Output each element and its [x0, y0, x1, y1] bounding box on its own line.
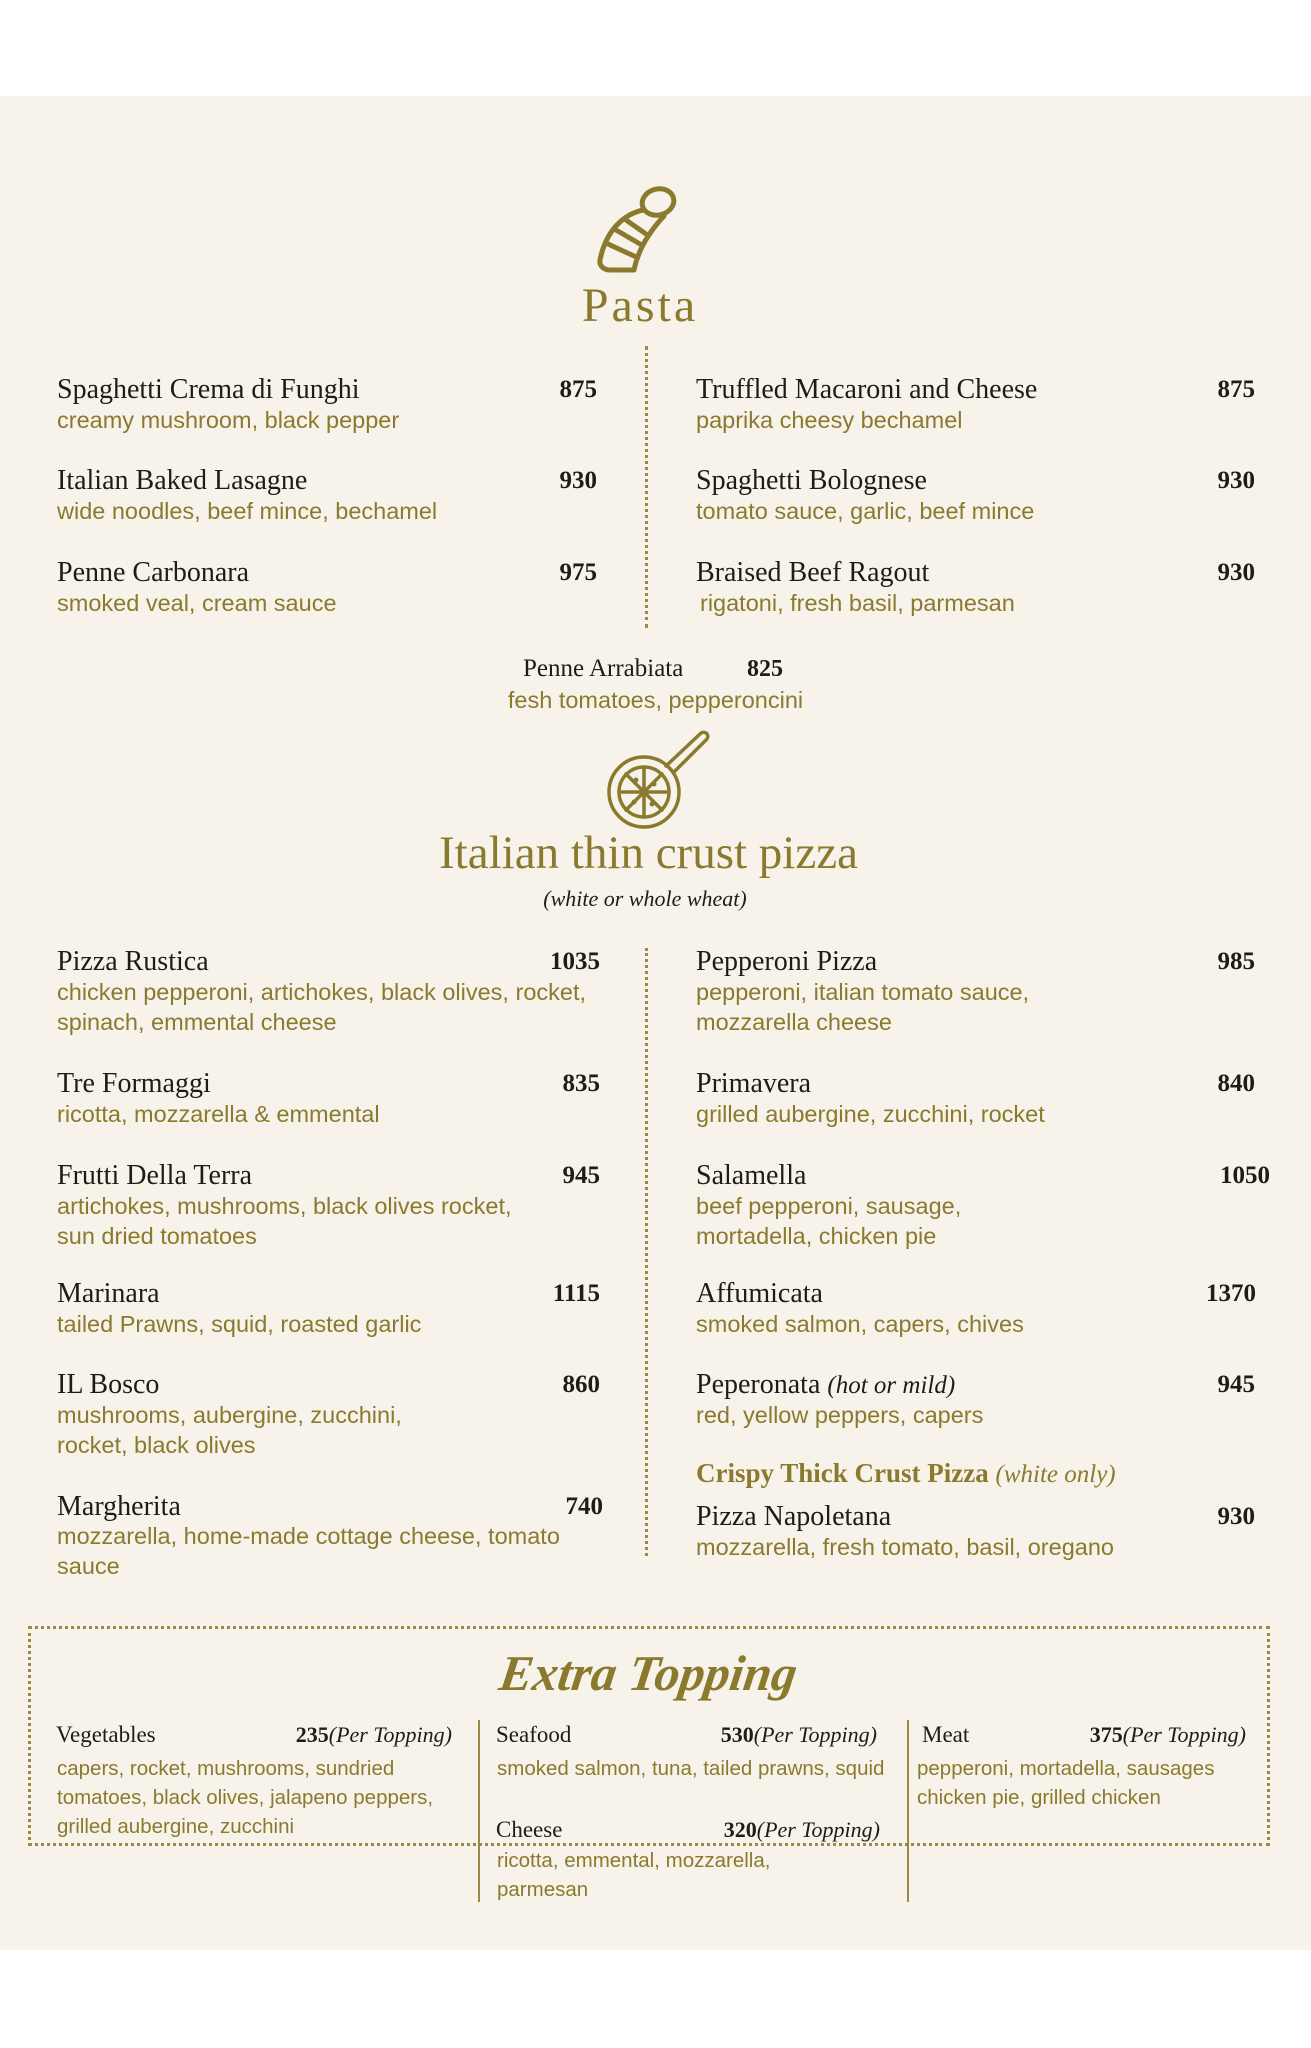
- pasta-column-divider: [645, 346, 648, 628]
- pizza-peel-icon: [604, 728, 714, 832]
- menu-item-desc: tailed Prawns, squid, roasted garlic: [57, 1311, 422, 1337]
- topping-price-value: 320: [723, 1817, 757, 1842]
- menu-item-price: 1370: [1206, 1280, 1256, 1307]
- menu-item-desc: tomato sauce, garlic, beef mince: [696, 498, 1035, 524]
- menu-item-desc: paprika cheesy bechamel: [696, 407, 963, 433]
- menu-item-desc: ricotta, mozzarella & emmental: [57, 1101, 380, 1127]
- topping-price-value: 375: [1089, 1722, 1123, 1747]
- topping-column-divider: [478, 1720, 480, 1902]
- menu-item-desc: fesh tomatoes, pepperoncini: [507, 687, 804, 713]
- menu-item-desc: mushrooms, aubergine, zucchini, rocket, black olives: [57, 1402, 402, 1458]
- topping-group-price: [680, 1817, 880, 1843]
- menu-item-note: (hot or mild): [827, 1372, 956, 1399]
- menu-item-price: 825: [747, 656, 783, 682]
- menu-item-name: Truffled Macaroni and Cheese: [696, 374, 1038, 405]
- topping-group-desc: pepperoni, mortadella, sausages chicken pie, grilled chicken: [917, 1757, 1215, 1809]
- topping-group-name: Vegetables: [56, 1722, 156, 1747]
- menu-item-desc: chicken pepperoni, artichokes, black olives, rocket, spinach, emmental cheese: [57, 979, 587, 1035]
- menu-item-desc: beef pepperoni, sausage, mortadella, chicken pie: [696, 1193, 962, 1249]
- menu-item-name: Salamella: [696, 1160, 807, 1191]
- menu-item-desc: rigatoni, fresh basil, parmesan: [700, 590, 1015, 616]
- menu-item-price: 985: [1217, 948, 1255, 975]
- menu-item-name: Primavera: [696, 1068, 812, 1099]
- menu-item-price: 740: [565, 1493, 603, 1520]
- menu-item-name: Penne Carbonara: [57, 557, 250, 588]
- menu-item-price: 930: [1217, 559, 1255, 586]
- topping-group-desc: smoked salmon, tuna, tailed prawns, squid: [497, 1757, 885, 1780]
- menu-item-desc: smoked salmon, capers, chives: [696, 1311, 1024, 1337]
- topping-price-unit: (Per Topping): [328, 1722, 452, 1747]
- topping-group-desc: capers, rocket, mushrooms, sundried tomatoes, black olives, jalapeno peppers, grilled aubergine, zucchini: [57, 1757, 434, 1838]
- menu-item-desc: wide noodles, beef mince, bechamel: [57, 498, 438, 524]
- menu-item-desc: mozzarella, home-made cottage cheese, tomato sauce: [57, 1523, 560, 1579]
- menu-item-desc: smoked veal, cream sauce: [57, 590, 337, 616]
- menu-item-name-text: Peperonata: [696, 1369, 821, 1400]
- menu-item-desc: pepperoni, italian tomato sauce, mozzarella cheese: [696, 979, 1030, 1035]
- thick-crust-note: (white only): [995, 1461, 1116, 1488]
- menu-item-price: 930: [1217, 1503, 1255, 1530]
- menu-item-price: 875: [559, 376, 597, 403]
- menu-item-price: 930: [1217, 467, 1255, 494]
- menu-item-name: Pizza Napoletana: [696, 1501, 892, 1532]
- menu-item-desc: creamy mushroom, black pepper: [57, 407, 400, 433]
- menu-item-name: IL Bosco: [57, 1369, 160, 1400]
- menu-item-price: 860: [562, 1371, 600, 1398]
- topping-price-unit: (Per Topping): [1122, 1722, 1246, 1747]
- menu-item-name: Spaghetti Crema di Funghi: [57, 374, 360, 405]
- menu-item-name: Braised Beef Ragout: [696, 557, 930, 588]
- menu-item-desc: grilled aubergine, zucchini, rocket: [696, 1101, 1045, 1127]
- topping-group-price: [1070, 1722, 1246, 1748]
- pizza-subtitle: (white or whole wheat): [543, 886, 747, 911]
- pasta-title: Pasta: [581, 279, 699, 332]
- menu-item-price: 945: [562, 1162, 600, 1189]
- thick-crust-heading: [696, 1458, 1116, 1489]
- menu-item-name: Frutti Della Terra: [57, 1160, 253, 1191]
- menu-item-name: Pizza Rustica: [57, 946, 209, 977]
- extra-topping-title: Extra Topping: [496, 1645, 801, 1701]
- menu-item-name: Pepperoni Pizza: [696, 946, 878, 977]
- topping-price-unit: (Per Topping): [753, 1722, 877, 1747]
- menu-item-price: 1050: [1220, 1162, 1270, 1189]
- pizza-column-divider: [645, 948, 648, 1556]
- menu-item-name: Tre Formaggi: [57, 1068, 211, 1099]
- menu-item-desc: red, yellow peppers, capers: [696, 1402, 984, 1428]
- menu-item-desc: artichokes, mushrooms, black olives rocket, sun dried tomatoes: [57, 1193, 512, 1249]
- pizza-title: Italian thin crust pizza: [439, 827, 858, 879]
- menu-item-name: Spaghetti Bolognese: [696, 465, 927, 496]
- menu-item-desc: mozzarella, fresh tomato, basil, oregano: [696, 1534, 1114, 1560]
- menu-item-price: 875: [1217, 376, 1255, 403]
- menu-item-price: 840: [1217, 1070, 1255, 1097]
- topping-group-name: Seafood: [496, 1722, 572, 1747]
- macaroni-icon: [594, 180, 684, 275]
- topping-price-value: 530: [720, 1722, 754, 1747]
- menu-item-name: Penne Arrabiata: [523, 655, 684, 682]
- topping-group-name: Meat: [922, 1722, 970, 1747]
- topping-price-unit: (Per Topping): [756, 1817, 880, 1842]
- menu-item-name: Affumicata: [696, 1278, 823, 1309]
- topping-column-divider: [907, 1720, 909, 1902]
- menu-item-price: 1035: [550, 948, 600, 975]
- topping-group-price: [680, 1722, 877, 1748]
- topping-group-desc: ricotta, emmental, mozzarella, parmesan: [497, 1849, 771, 1901]
- thick-crust-title: Crispy Thick Crust Pizza: [696, 1458, 989, 1488]
- menu-item-name: Margherita: [57, 1491, 181, 1522]
- topping-price-value: 235: [295, 1722, 329, 1747]
- menu-item-price: 835: [562, 1070, 600, 1097]
- menu-item-name: Italian Baked Lasagne: [57, 465, 308, 496]
- topping-group-name: Cheese: [496, 1817, 563, 1842]
- menu-item-price: 1115: [552, 1280, 600, 1307]
- menu-item-name: Marinara: [57, 1278, 160, 1309]
- menu-item-price: 975: [559, 559, 597, 586]
- menu-item-price: 945: [1217, 1371, 1255, 1398]
- menu-item-name: [696, 1369, 955, 1401]
- topping-group-price: [250, 1722, 452, 1748]
- menu-item-price: 930: [559, 467, 597, 494]
